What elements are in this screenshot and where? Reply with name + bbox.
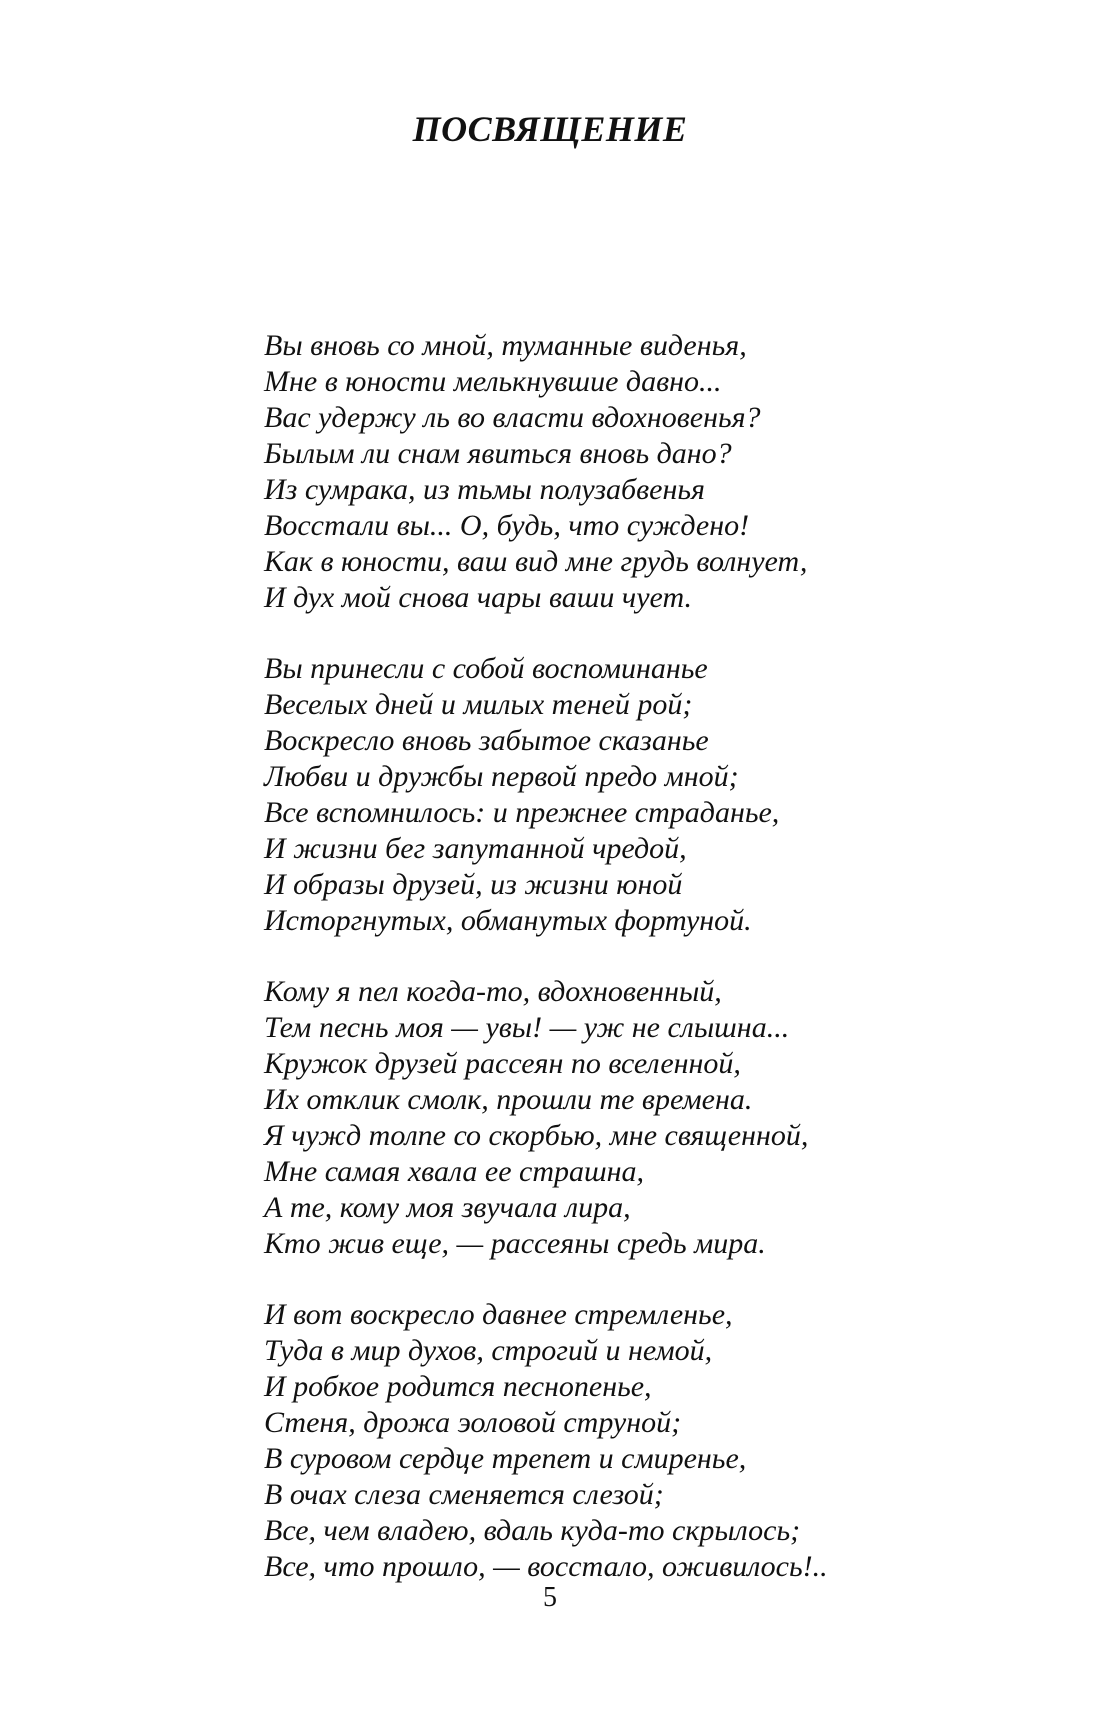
poem-line: Кружок друзей рассеян по вселенной, bbox=[264, 1047, 741, 1080]
poem-line: Все, чем владею, вдаль куда-то скрылось; bbox=[264, 1514, 801, 1547]
poem-line: И образы друзей, из жизни юной bbox=[264, 868, 683, 901]
poem-line: Тем песнь моя — увы! — уж не слышна... bbox=[264, 1011, 790, 1044]
stanza-2 bbox=[264, 651, 964, 939]
poem-line: Любви и дружбы первой предо мной; bbox=[264, 760, 739, 793]
poem-line: И вот воскресло давнее стремленье, bbox=[264, 1298, 733, 1331]
poem-line: Их отклик смолк, прошли те времена. bbox=[264, 1083, 753, 1116]
poem-title: ПОСВЯЩЕНИЕ bbox=[412, 109, 688, 149]
poem-line: Восстали вы... О, будь, что суждено! bbox=[264, 509, 750, 542]
poem-line: А те, кому моя звучала лира, bbox=[264, 1191, 631, 1224]
poem-line: Все, что прошло, — восстало, оживилось!.. bbox=[264, 1550, 828, 1583]
poem-line: Я чужд толпе со скорбью, мне священной, bbox=[264, 1119, 809, 1152]
page-number: 5 bbox=[543, 1582, 557, 1613]
poem-line: В суровом сердце трепет и смиренье, bbox=[264, 1442, 747, 1475]
poem-line: Из сумрака, из тьмы полузабвенья bbox=[264, 473, 705, 506]
poem-line: Мне самая хвала ее страшна, bbox=[264, 1155, 645, 1188]
poem-line: Былым ли снам явиться вновь дано? bbox=[264, 437, 732, 470]
poem-line: Исторгнутых, обманутых фортуной. bbox=[264, 904, 752, 937]
poem-line: И робкое родится песнопенье, bbox=[264, 1370, 652, 1403]
poem-line: И дух мой снова чары ваши чует. bbox=[264, 581, 693, 614]
poem-line: И жизни бег запутанной чредой, bbox=[264, 832, 687, 865]
stanza-3 bbox=[264, 974, 964, 1262]
poem-line: Вас удержу ль во власти вдохновенья? bbox=[264, 401, 761, 434]
poem-line: Веселых дней и милых теней рой; bbox=[264, 688, 693, 721]
poem-line: Туда в мир духов, строгий и немой, bbox=[264, 1334, 713, 1367]
poem-line: Все вспомнилось: и прежнее страданье, bbox=[264, 796, 780, 829]
stanza-1 bbox=[264, 328, 964, 616]
poem-line: Вы вновь со мной, туманные виденья, bbox=[264, 329, 747, 362]
poem-line: Воскресло вновь забытое сказанье bbox=[264, 724, 709, 757]
stanza-4 bbox=[264, 1297, 964, 1585]
poem-line: Как в юности, ваш вид мне грудь волнует, bbox=[264, 545, 808, 578]
poem-body bbox=[264, 328, 964, 1620]
poem-line: Кому я пел когда-то, вдохновенный, bbox=[264, 975, 722, 1008]
poem-line: Стеня, дрожа эоловой струной; bbox=[264, 1406, 682, 1439]
poem-line: В очах слеза сменяется слезой; bbox=[264, 1478, 664, 1511]
poem-line: Мне в юности мелькнувшие давно... bbox=[264, 365, 722, 398]
poem-line: Вы принесли с собой воспоминанье bbox=[264, 652, 708, 685]
poem-line: Кто жив еще, — рассеяны средь мира. bbox=[264, 1227, 766, 1260]
